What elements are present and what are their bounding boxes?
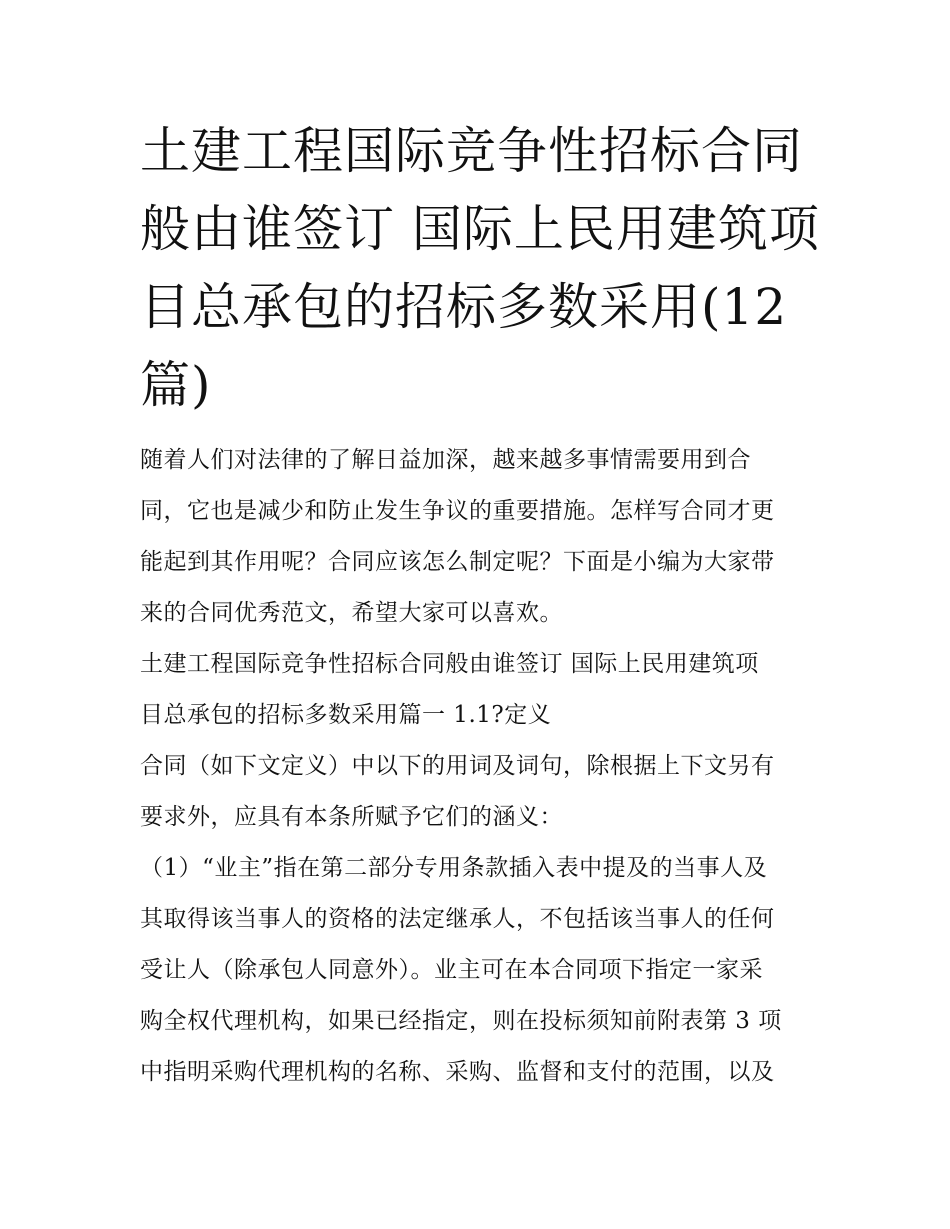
document-title bbox=[140, 112, 820, 424]
body-line: 随着人们对法律的了解日益加深，越来越多事情需要用到合 bbox=[140, 447, 751, 473]
body-line: 中指明采购代理机构的名称、采购、监督和支付的范围，以及 bbox=[140, 1059, 775, 1085]
body-line: 同，它也是减少和防止发生争议的重要措施。怎样写合同才更 bbox=[140, 498, 775, 524]
body-line: 受让人（除承包人同意外）。业主可在本合同项下指定一家采 bbox=[140, 957, 763, 983]
body-line: 购全权代理机构，如果已经指定，则在投标须知前附表第 3 项 bbox=[140, 1008, 782, 1034]
body-line: 要求外，应具有本条所赋予它们的涵义： bbox=[140, 804, 563, 830]
body-line: 目总承包的招标多数采用篇一 1.1?定义 bbox=[140, 702, 552, 728]
body-line: 能起到其作用呢？合同应该怎么制定呢？下面是小编为大家带 bbox=[140, 549, 775, 575]
title-line: 土建工程国际竞争性招标合同 bbox=[140, 122, 803, 180]
title-line: 篇) bbox=[140, 356, 212, 414]
body-line: 其取得该当事人的资格的法定继承人，不包括该当事人的任何 bbox=[140, 906, 775, 932]
body-line: 合同（如下文定义）中以下的用词及词句，除根据上下文另有 bbox=[140, 753, 775, 779]
body-line: 土建工程国际竞争性招标合同般由谁签订 国际上民用建筑项 bbox=[140, 651, 759, 677]
document-body bbox=[140, 435, 830, 1098]
body-line: 来的合同优秀范文，希望大家可以喜欢。 bbox=[140, 600, 563, 626]
title-line: 目总承包的招标多数采用(12 bbox=[140, 278, 788, 336]
body-line: （1）“业主”指在第二部分专用条款插入表中提及的当事人及 bbox=[140, 855, 768, 881]
title-line: 般由谁签订 国际上民用建筑项 bbox=[140, 200, 820, 258]
